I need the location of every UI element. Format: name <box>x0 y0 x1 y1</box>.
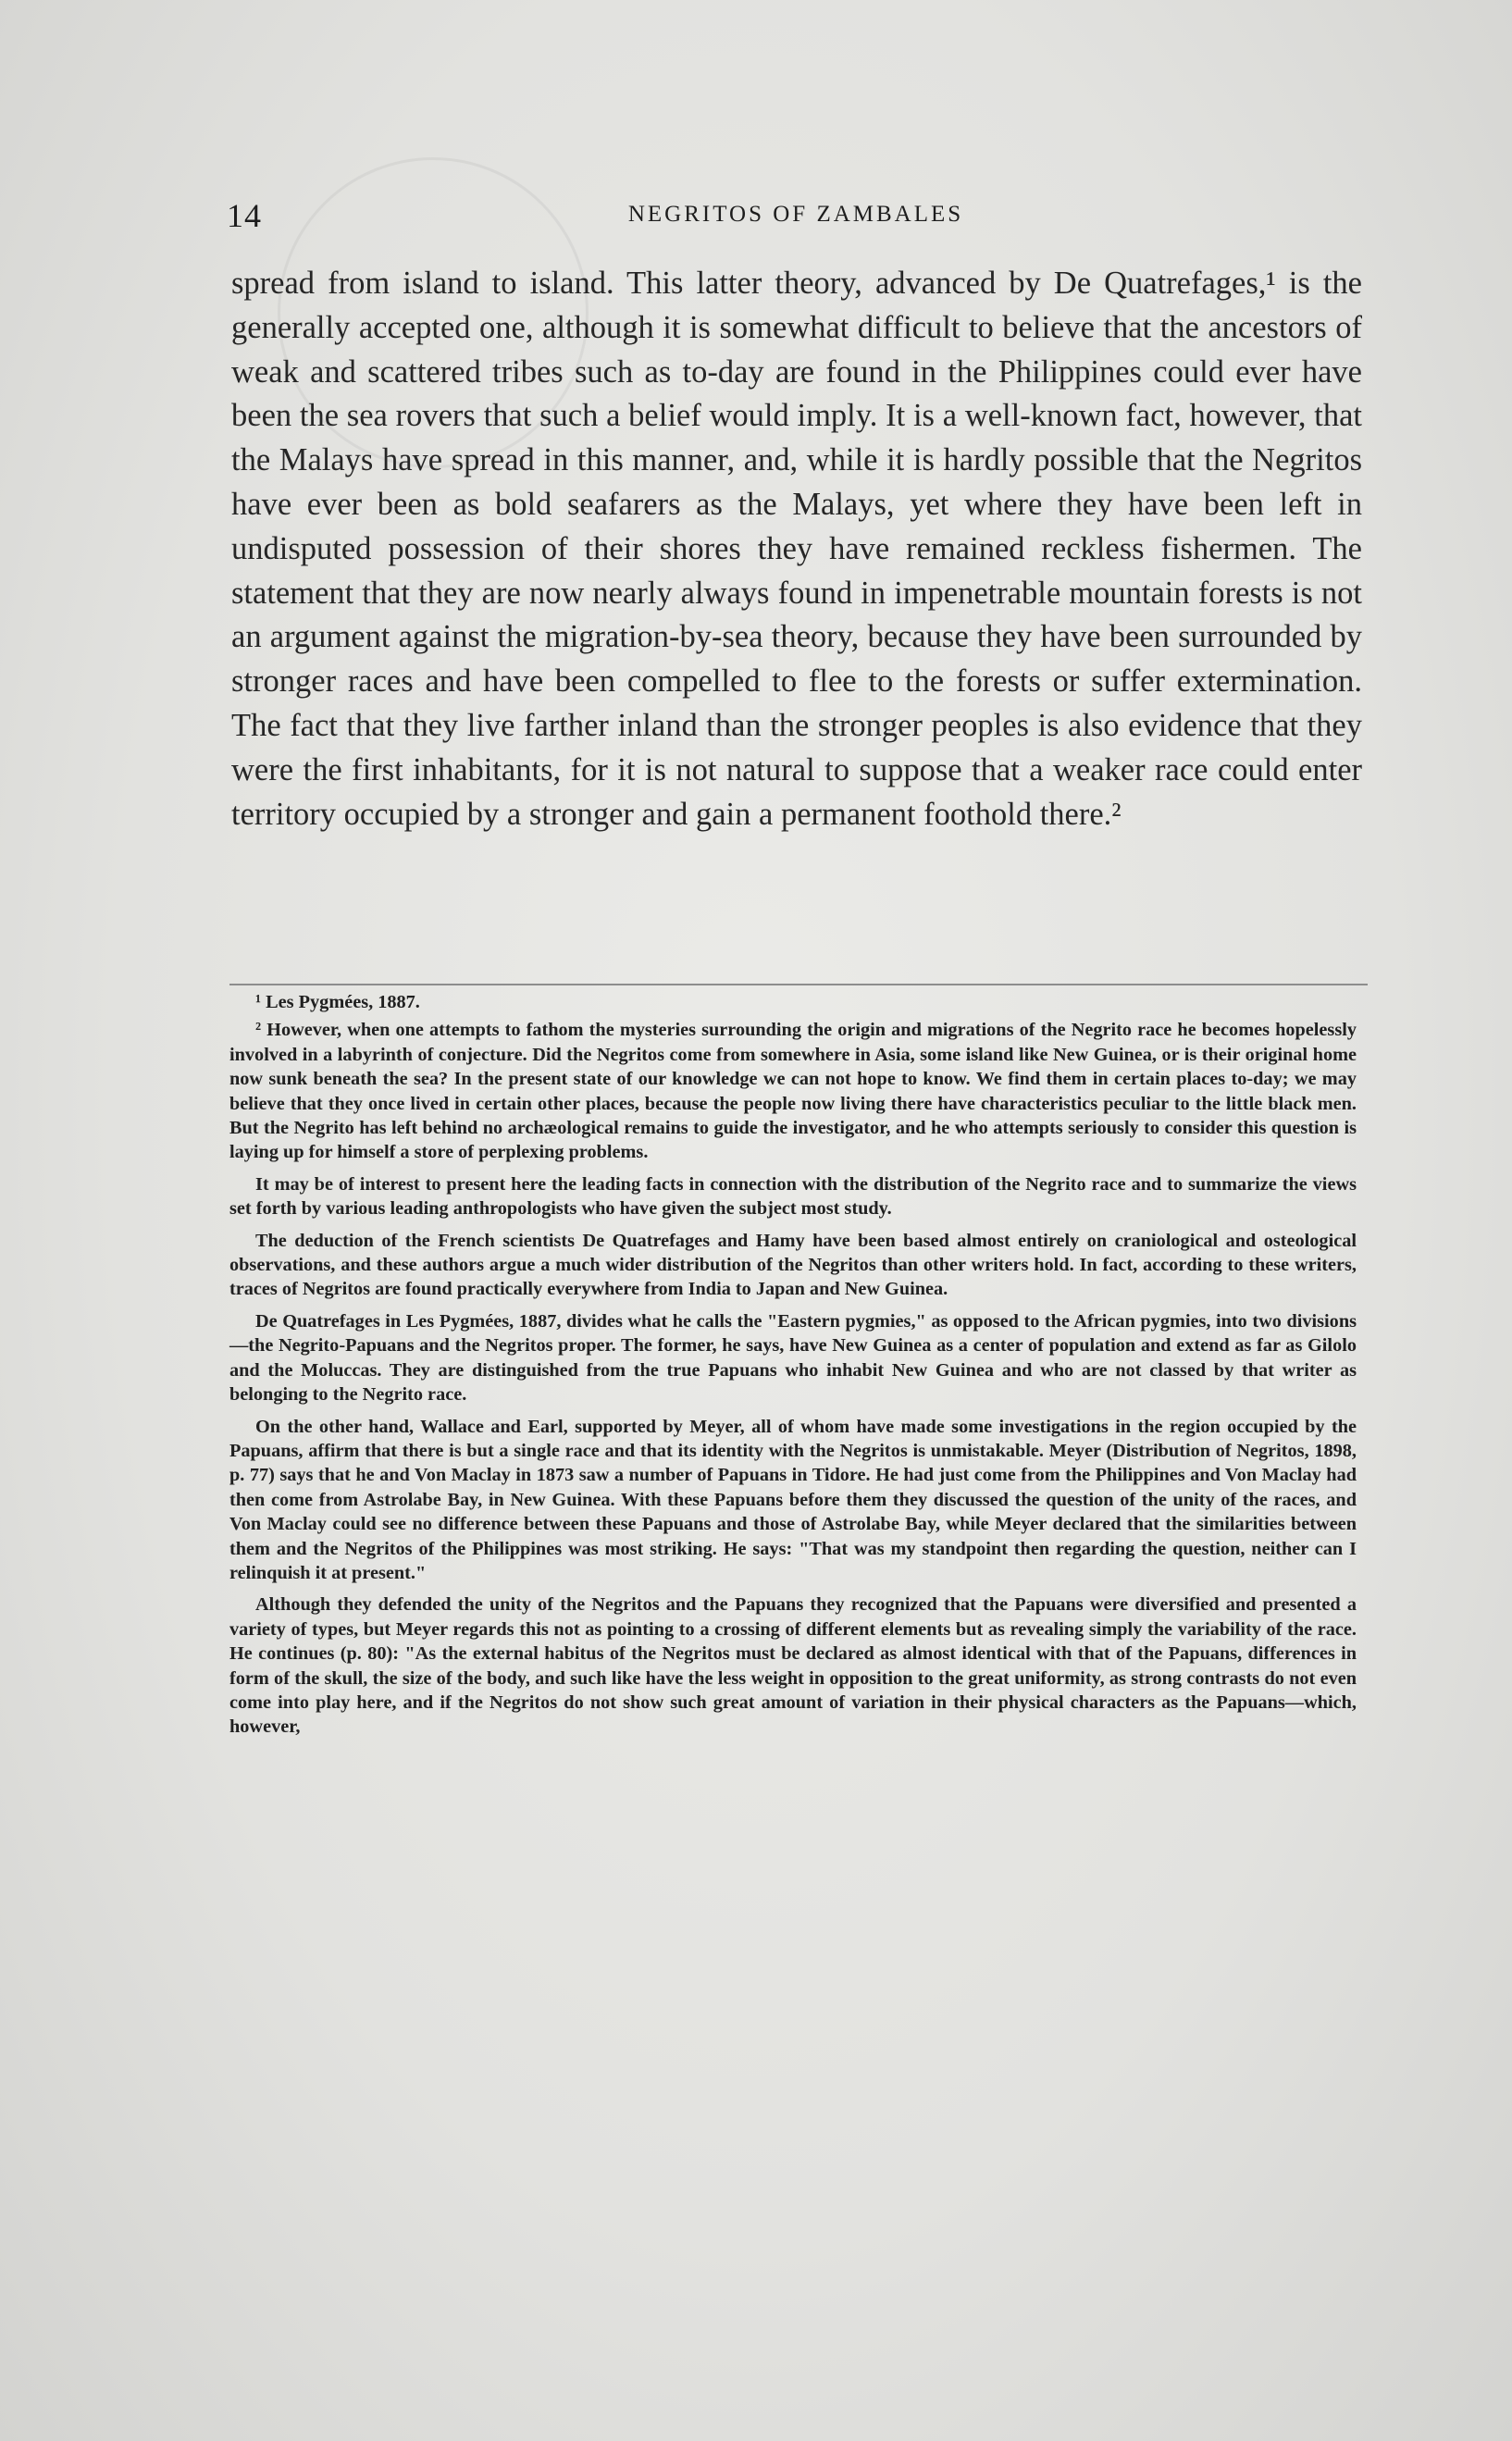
body-paragraph: spread from island to island. This latter theory, advanced by De Quatrefages,¹ is the generally accepted one, although it is somewhat difficult to believe that the ancestors of weak and scattered tribes such as to-day are found in the Philippines could ever have been the sea rovers that such a belief would imply. It is a well-known fact, however, that the Malays have spread in this manner, and, while it is hardly possible that the Negritos have ever been as bold seafarers as the Malays, yet where they have been left in undisputed possession of their shores they have remained reckless fishermen. The statement that they are now nearly always found in impenetrable mountain forests is not an argument against the migration-by-sea theory, because they have been surrounded by stronger races and have been compelled to flee to the forests or suffer extermination. The fact that they live farther inland than the stronger peoples is also evidence that they were the first inhabitants, for it is not natural to suppose that a weaker race could enter territory occupied by a stronger and gain a permanent foothold there.² <box>231 266 1362 832</box>
page-number: 14 <box>227 197 262 234</box>
footnote-1: ¹ Les Pygmées, 1887. <box>255 992 420 1012</box>
running-title: NEGRITOS OF ZAMBALES <box>627 202 964 227</box>
footnote-paragraph: Although they defended the unity of the Negritos and the Papuans they recognized that the Papuans were diversified and presented a variety of types, but Meyer regards this not as pointing to a crossing of different elements but as revealing simply the variability of the race. He continues (p. 80): "As the external habitus of the Negritos must be declared as almost identical with that of the Papuans, differences in form of the skull, the size of the body, and such like have the less weight in opposition to the great uniformity, as strong contrasts do not even come into play here, and if the Negritos do not show such great amount of variation in their physical characters as the Papuans—which, however, <box>229 1594 1357 1738</box>
page-header <box>227 196 1365 252</box>
footnote-paragraph: On the other hand, Wallace and Earl, supported by Meyer, all of whom have made some investigations in the region occupied by the Papuans, affirm that there is but a single race and that its identity with the Negritos is unmistakable. Meyer (Distribution of Negritos, 1898, p. 77) says that he and Von Maclay in 1873 saw a number of Papuans in Tidore. He had just come from the Philippines and Von Maclay had then come from Astrolabe Bay, in New Guinea. With these Papuans before them they discussed the question of the unity of the races, and Von Maclay could see no difference between these Papuans and those of Astrolabe Bay, while Meyer declared that the similarities between them and the Negritos of the Philippines was most striking. He says: "That was my standpoint then regarding the question, neither can I relinquish it at present." <box>229 1416 1357 1583</box>
footnote-rule <box>229 984 1368 985</box>
footnote-paragraph: It may be of interest to present here the leading facts in connection with the distribution of the Negrito race and to summarize the views set forth by various leading anthropologists who have given the subject most study. <box>229 1173 1357 1220</box>
footnote-paragraph: De Quatrefages in Les Pygmées, 1887, divides what he calls the "Eastern pygmies," as opposed to the African pygmies, into two divisions—the Negrito-Papuans and the Negritos proper. The former, he says, have New Guinea as a center of population and extend as far as Gilolo and the Moluccas. They are distinguished from the true Papuans who inhabit New Guinea and who are not classed by that writer as belonging to the Negrito race. <box>229 1310 1357 1406</box>
main-text <box>231 262 1362 836</box>
footnote-2: ² However, when one attempts to fathom the mysteries surrounding the origin and migrations of the Negrito race he becomes hopelessly involved in a labyrinth of conjecture. Did the Negritos come from somewhere in Asia, some island like New Guinea, or is their original home now sunk beneath the sea? In the present state of our knowledge we can not hope to know. We find them in certain places to-day; we may believe that they once lived in certain other places, because the people now living there have characteristics peculiar to the little black men. But the Negrito has left behind no archæological remains to guide the investigator, and he who attempts seriously to consider this question is laying up for himself a store of perplexing problems. <box>229 1020 1357 1163</box>
footnote-paragraph: The deduction of the French scientists De Quatrefages and Hamy have been based almost entirely on craniological and osteological observations, and these authors argue a much wider distribution of the Negritos than other writers hold. In fact, according to these writers, traces of Negritos are found practically everywhere from India to Japan and New Guinea. <box>229 1230 1357 1300</box>
footnotes <box>229 990 1357 1747</box>
